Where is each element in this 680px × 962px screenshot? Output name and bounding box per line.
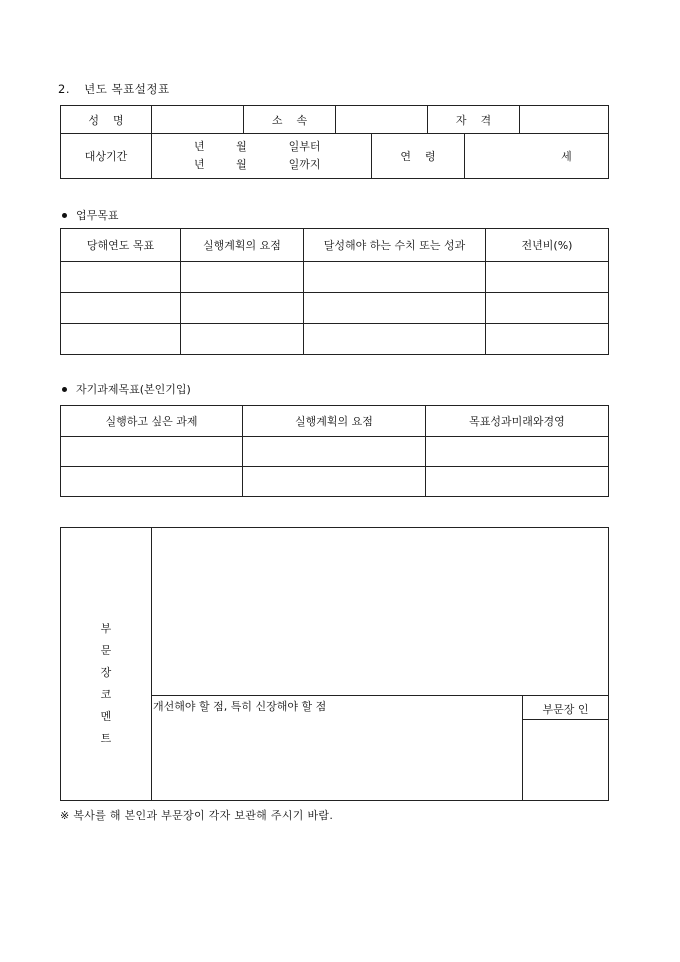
table-cell[interactable] — [304, 324, 486, 355]
table-cell[interactable] — [61, 467, 243, 497]
self-goals-heading: 자기과제목표(본인기입) — [62, 381, 191, 397]
qual-field[interactable] — [520, 106, 609, 134]
header-plan-points: 실행계획의 요점 — [243, 406, 426, 437]
comment-label: 부 문 장 코 멘 트 — [61, 528, 152, 801]
dept-label: 소 속 — [244, 106, 336, 134]
table-cell[interactable] — [426, 437, 609, 467]
table-cell[interactable] — [486, 293, 609, 324]
table-cell[interactable] — [304, 262, 486, 293]
table-cell[interactable] — [61, 324, 181, 355]
qual-label: 자 격 — [428, 106, 520, 134]
header-goal-result: 목표성과미래와경영 — [426, 406, 609, 437]
comment-table — [60, 527, 609, 801]
self-goals-table — [60, 405, 609, 497]
period-start: 년 월 일부터 — [194, 140, 321, 153]
table-row — [61, 467, 609, 497]
table-cell[interactable] — [426, 467, 609, 497]
work-goals-table — [60, 228, 609, 355]
improve-label: 개선해야 할 점, 특히 신장해야 할 점 — [153, 700, 327, 713]
title-text: 년도 목표설정표 — [84, 82, 170, 96]
table-cell[interactable] — [486, 262, 609, 293]
header-target-result: 달성해야 하는 수치 또는 성과 — [304, 229, 486, 262]
table-cell[interactable] — [181, 324, 304, 355]
table-row — [61, 324, 609, 355]
header-task: 실행하고 싶은 과제 — [61, 406, 243, 437]
header-annual-goal: 당해연도 목표 — [61, 229, 181, 262]
age-unit: 세 — [561, 150, 572, 163]
table-cell[interactable] — [61, 262, 181, 293]
info-table — [60, 105, 609, 179]
table-cell[interactable] — [243, 437, 426, 467]
table-cell[interactable] — [304, 293, 486, 324]
header-plan-points: 실행계획의 요점 — [181, 229, 304, 262]
title-number: 2. — [58, 82, 70, 96]
bullet-icon — [62, 387, 67, 392]
age-field[interactable] — [465, 134, 609, 179]
seal-box[interactable] — [523, 720, 609, 801]
period-end: 년 월 일까지 — [194, 158, 321, 171]
bullet-icon — [62, 213, 67, 218]
dept-field[interactable] — [336, 106, 428, 134]
age-label: 연 령 — [372, 134, 465, 179]
footnote: ※ 복사를 해 본인과 부문장이 각자 보관해 주시기 바람. — [60, 809, 334, 822]
seal-label: 부문장 인 — [523, 696, 609, 720]
table-cell[interactable] — [243, 467, 426, 497]
table-row — [61, 262, 609, 293]
table-row — [61, 293, 609, 324]
work-goals-heading: 업무목표 — [62, 207, 119, 223]
table-cell[interactable] — [61, 293, 181, 324]
period-label: 대상기간 — [61, 134, 152, 179]
improve-field[interactable] — [152, 696, 523, 801]
table-cell[interactable] — [61, 437, 243, 467]
header-yoy: 전년비(%) — [486, 229, 609, 262]
comment-field[interactable] — [152, 528, 609, 696]
period-field[interactable] — [152, 134, 372, 179]
table-cell[interactable] — [181, 262, 304, 293]
form-title — [58, 81, 170, 97]
table-row — [61, 437, 609, 467]
table-cell[interactable] — [181, 293, 304, 324]
name-label: 성 명 — [61, 106, 152, 134]
table-cell[interactable] — [486, 324, 609, 355]
name-field[interactable] — [152, 106, 244, 134]
